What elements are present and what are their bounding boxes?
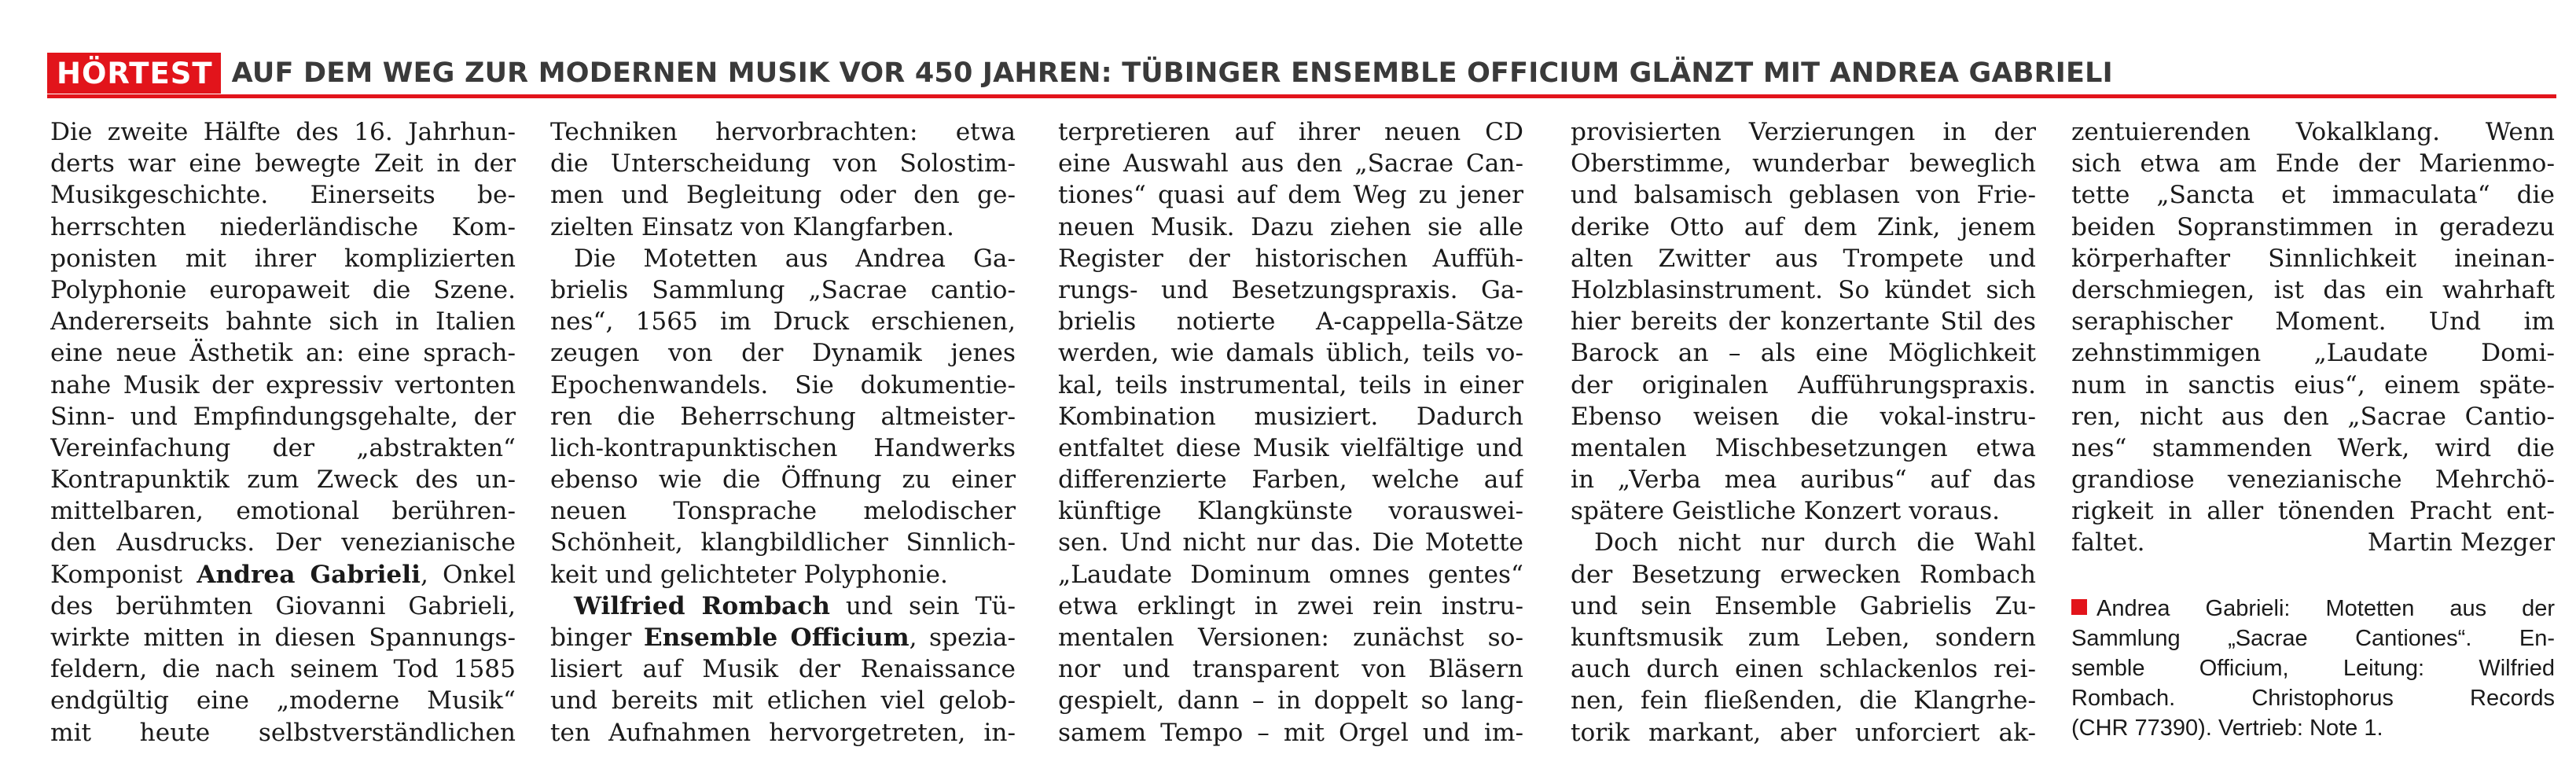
text-line: nahe Musik der expressiv vertonten: [50, 370, 516, 399]
article-header: [47, 50, 2556, 96]
text-line: und balsamisch geblasen von Frie-: [1571, 181, 2036, 210]
text-line: und bereits mit etlichen viel gelob-: [550, 686, 1016, 716]
text-line: brielis Sammlung „Sacrae cantio-: [550, 275, 1016, 304]
text-line: zielten Einsatz von Klangfarben.: [550, 212, 954, 241]
text-line: mentalen Mischbesetzungen etwa: [1571, 433, 2036, 462]
text-line: differenzierte Farben, welche auf: [1058, 465, 1523, 495]
text-line: tiones“ quasi auf dem Weg zu jener: [1058, 181, 1523, 210]
text-line: neuen Musik. Dazu ziehen sie alle: [1058, 212, 1523, 241]
text-line: Techniken hervorbrachten: etwa: [550, 118, 1016, 146]
text-line: mittelbaren, emotional berühren-: [50, 497, 516, 526]
text-line: Doch nicht nur durch die Wahl: [1594, 528, 2036, 557]
text-span: Andrea Gabrieli: Motetten aus der: [2096, 596, 2555, 621]
text-line: zehnstimmigen „Laudate Domi-: [2071, 339, 2555, 368]
text-line: [550, 591, 1016, 622]
text-line: lich-kontrapunktischen Handwerks: [550, 433, 1016, 462]
text-line: eine neue Ästhetik an: eine sprach-: [50, 339, 516, 368]
text-span: binger: [550, 624, 644, 652]
text-span: , Onkel: [420, 560, 516, 589]
text-line: Oberstimme, wunderbar beweglich: [1571, 149, 2036, 178]
text-line: [2071, 527, 2555, 558]
text-line: kunftsmusik zum Leben, sondern: [1571, 624, 2036, 652]
text-line: Kombination musiziert. Dadurch: [1058, 402, 1523, 431]
text-line: zeugen von der Dynamik jenes: [550, 339, 1016, 368]
text-line: spätere Geistliche Konzert voraus.: [1571, 497, 2001, 526]
text-line: Musikgeschichte. Einerseits be-: [50, 181, 516, 210]
text-line: mentalen Versionen: zunächst so-: [1058, 624, 1523, 652]
text-line: Andererseits bahnte sich in Italien: [50, 307, 516, 337]
text-line: rungs- und Besetzungspraxis. Ga-: [1058, 275, 1523, 304]
text-line: und sein Ensemble Gabrielis Zu-: [1571, 591, 2036, 620]
text-line: Barock an – als eine Möglichkeit: [1571, 339, 2036, 368]
text-line: nen, fein fließenden, die Klangrhe-: [1571, 686, 2036, 716]
text-line: sen. Und nicht nur das. Die Motette: [1058, 528, 1523, 557]
text-line: sich etwa am Ende der Marienmo-: [2071, 149, 2555, 178]
text-line: gespielt, dann – in doppelt so lang-: [1058, 686, 1523, 716]
text-line: seraphischer Moment. Und im: [2071, 307, 2555, 337]
text-line: herrschten niederländische Kom-: [50, 212, 516, 241]
info-line: (CHR 77390). Vertrieb: Note 1.: [2071, 716, 2383, 741]
text-line: die Unterscheidung von Solostim-: [550, 149, 1016, 178]
text-span: , spezia-: [909, 624, 1016, 652]
text-line: künftige Klangkünste vorauswei-: [1058, 497, 1523, 526]
text-span: Komponist: [50, 560, 183, 589]
article-column-1: [50, 116, 516, 749]
text-line: terpretieren auf ihrer neuen CD: [1058, 118, 1523, 146]
text-line: der originalen Aufführungspraxis.: [1571, 370, 2036, 399]
text-line: ren, nicht aus den „Sacrae Cantio-: [2071, 402, 2555, 431]
text-line: num in sanctis eius“, einem späte-: [2071, 370, 2555, 399]
text-line: derts war eine bewegte Zeit in der: [50, 149, 516, 178]
text-line: nor und transparent von Bläsern: [1058, 655, 1523, 684]
text-line: Vereinfachung der „abstrakten“: [50, 433, 516, 462]
info-line: [2071, 594, 2555, 624]
text-line: Polyphonie europaweit die Szene.: [50, 275, 516, 304]
header-rule: [47, 94, 2556, 98]
text-line: auch durch einen schlackenlos rei-: [1571, 655, 2036, 684]
text-line: Ebenso weisen die vokal-instru-: [1571, 402, 2036, 431]
text-line: wirkte mitten in diesen Spannungs-: [50, 624, 516, 652]
bold-name-ensemble-officium: Ensemble Officium: [643, 624, 910, 652]
text-line: des berühmten Giovanni Gabrieli,: [50, 591, 516, 620]
text-span: und sein Tü-: [829, 591, 1016, 620]
text-line: Die Motetten aus Andrea Ga-: [574, 244, 1016, 273]
text-line: etwa erklingt in zwei rein instru-: [1058, 591, 1523, 620]
text-line: Schönheit, klangbildlicher Sinnlich-: [550, 528, 1016, 557]
red-square-bullet-icon: [2071, 599, 2087, 615]
text-line: in „Verba mea auribus“ auf das: [1571, 465, 2036, 495]
text-line: Register der historischen Auffüh-: [1058, 244, 1523, 273]
text-line: lisiert auf Musik der Renaissance: [550, 655, 1016, 684]
text-line: derike Otto auf dem Zink, jenem: [1571, 212, 2036, 241]
text-line: entfaltet diese Musik vielfältige und: [1058, 433, 1523, 462]
text-line: ponisten mit ihrer komplizierten: [50, 244, 516, 273]
text-line: Die zweite Hälfte des 16. Jahrhun-: [50, 118, 516, 146]
kicker-label: HÖRTEST: [47, 53, 221, 94]
text-line: torik markant, aber unforciert ak-: [1571, 718, 2036, 747]
bold-name-andrea-gabrieli: Andrea Gabrieli: [197, 560, 421, 589]
text-line: keit und gelichteter Polyphonie.: [550, 560, 948, 589]
text-line: Kontrapunktik zum Zweck des un-: [50, 465, 516, 495]
text-line: körperhafter Sinnlichkeit ineinan-: [2071, 244, 2555, 273]
article-headline: AUF DEM WEG ZUR MODERNEN MUSIK VOR 450 JAHREN: TÜBINGER ENSEMBLE OFFICIUM GLÄNZT MIT ANDREA GABRIELI: [231, 57, 2113, 89]
article-column-4: [1571, 116, 2036, 749]
text-line: endgültig eine „moderne Musik“: [50, 686, 516, 716]
text-line: derschmiegen, ist das ein wahrhaft: [2071, 275, 2555, 304]
text-line: Sinn- und Empfindungsgehalte, der: [50, 402, 516, 431]
article-column-3: [1058, 116, 1523, 749]
text-line: Epochenwandels. Sie dokumentie-: [550, 370, 1016, 399]
text-line: [550, 622, 1016, 653]
text-line: ren die Beherrschung altmeister-: [550, 402, 1016, 431]
text-line: tette „Sancta et immaculata“ die: [2071, 181, 2555, 210]
text-line: rigkeit in aller tönenden Pracht ent-: [2071, 497, 2555, 526]
text-span: faltet.: [2071, 528, 2145, 557]
article-column-2: [550, 116, 1016, 749]
text-line: men und Begleitung oder den ge-: [550, 181, 1016, 210]
text-line: hier bereits der konzertante Stil des: [1571, 307, 2036, 337]
text-line: nes“, 1565 im Druck erschienen,: [550, 307, 1016, 337]
text-line: provisierten Verzierungen in der: [1571, 118, 2036, 146]
text-line: brielis notierte A-cappella-Sätze: [1058, 307, 1523, 337]
text-line: neuen Tonsprache melodischer: [550, 497, 1016, 526]
text-line: zentuierenden Vokalklang. Wenn: [2071, 118, 2555, 146]
info-line: Rombach. Christophorus Records: [2071, 686, 2555, 711]
text-line: beiden Sopranstimmen in geradezu: [2071, 212, 2555, 241]
info-line: semble Officium, Leitung: Wilfried: [2071, 656, 2555, 681]
article-column-5: [2071, 116, 2555, 559]
text-line: „Laudate Dominum omnes gentes“: [1058, 560, 1523, 589]
bold-name-wilfried-rombach: Wilfried Rombach: [574, 591, 830, 620]
text-line: samem Tempo – mit Orgel und im-: [1058, 718, 1523, 747]
text-line: ten Aufnahmen hervorgetreten, in-: [550, 718, 1016, 747]
text-line: grandiose venezianische Mehrchö-: [2071, 465, 2555, 495]
cd-info-box: [2071, 594, 2555, 743]
text-line: eine Auswahl aus den „Sacrae Can-: [1058, 149, 1523, 178]
text-line: feldern, die nach seinem Tod 1585: [50, 655, 516, 684]
author-signature: Martin Mezger: [2367, 528, 2555, 557]
text-line: werden, wie damals üblich, teils vo-: [1058, 339, 1523, 368]
text-line: nes“ stammenden Werk, wird die: [2071, 433, 2555, 462]
text-line: [50, 559, 516, 591]
text-line: den Ausdrucks. Der venezianische: [50, 528, 516, 557]
text-line: der Besetzung erwecken Rombach: [1571, 560, 2036, 589]
text-line: ebenso wie die Öffnung zu einer: [550, 465, 1016, 495]
text-line: alten Zwitter aus Trompete und: [1571, 244, 2036, 273]
info-line: Sammlung „Sacrae Cantiones“. En-: [2071, 626, 2555, 651]
text-line: mit heute selbstverständlichen: [50, 718, 516, 747]
text-line: kal, teils instrumental, teils in einer: [1058, 370, 1523, 399]
text-line: Holzblasinstrument. So kündet sich: [1571, 275, 2036, 304]
